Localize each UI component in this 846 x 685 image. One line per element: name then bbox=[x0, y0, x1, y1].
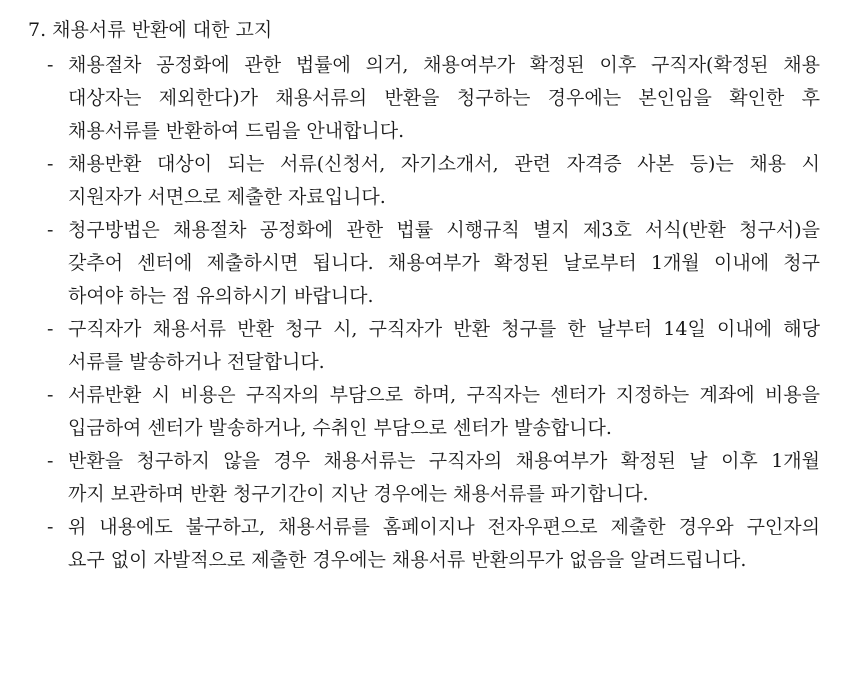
bullet-dash: - bbox=[47, 450, 54, 472]
bullet-dash: - bbox=[47, 318, 54, 340]
paragraph-line: 채용반환 대상이 되는 서류(신청서, 자기소개서, 관련 자격증 사본 등)는 채용 시 bbox=[68, 153, 820, 175]
paragraph-line: 입금하여 센터가 발송하거나, 수취인 부담으로 센터가 발송합니다. bbox=[68, 417, 612, 439]
bullet-dash: - bbox=[47, 516, 54, 538]
paragraph-line: 대상자는 제외한다)가 채용서류의 반환을 청구하는 경우에는 본인임을 확인한 후 bbox=[68, 87, 820, 109]
list-item bbox=[0, 49, 846, 148]
paragraph-line: 청구방법은 채용절차 공정화에 관한 법률 시행규칙 별지 제3호 서식(반환 청구서)을 bbox=[68, 219, 820, 241]
list-item bbox=[0, 445, 846, 511]
paragraph-line: 요구 없이 자발적으로 제출한 경우에는 채용서류 반환의무가 없음을 알려드립니다. bbox=[68, 549, 747, 571]
paragraph-line: 반환을 청구하지 않을 경우 채용서류는 구직자의 채용여부가 확정된 날 이후 1개월 bbox=[68, 450, 820, 472]
paragraph-line: 지원자가 서면으로 제출한 자료입니다. bbox=[68, 186, 386, 208]
list-item bbox=[0, 313, 846, 379]
section-title: 7. 채용서류 반환에 대한 고지 bbox=[28, 19, 273, 41]
paragraph-line: 채용서류를 반환하여 드림을 안내합니다. bbox=[68, 120, 405, 142]
bullet-dash: - bbox=[47, 54, 54, 76]
paragraph-line: 서류반환 시 비용은 구직자의 부담으로 하며, 구직자는 센터가 지정하는 계좌에 비용을 bbox=[68, 384, 820, 406]
paragraph-line: 구직자가 채용서류 반환 청구 시, 구직자가 반환 청구를 한 날부터 14일 이내에 해당 bbox=[68, 318, 820, 340]
paragraph-line: 위 내용에도 불구하고, 채용서류를 홈페이지나 전자우편으로 제출한 경우와 구인자의 bbox=[68, 516, 820, 538]
list-item bbox=[0, 511, 846, 577]
list-item bbox=[0, 379, 846, 445]
notice-list bbox=[0, 49, 846, 577]
list-item bbox=[0, 148, 846, 214]
list-item bbox=[0, 214, 846, 313]
paragraph-line: 채용절차 공정화에 관한 법률에 의거, 채용여부가 확정된 이후 구직자(확정된 채용 bbox=[68, 54, 820, 76]
paragraph-line: 하여야 하는 점 유의하시기 바랍니다. bbox=[68, 285, 374, 307]
bullet-dash: - bbox=[47, 153, 54, 175]
bullet-dash: - bbox=[47, 219, 54, 241]
bullet-dash: - bbox=[47, 384, 54, 406]
paragraph-line: 까지 보관하며 반환 청구기간이 지난 경우에는 채용서류를 파기합니다. bbox=[68, 483, 649, 505]
paragraph-line: 서류를 발송하거나 전달합니다. bbox=[68, 351, 325, 373]
paragraph-line: 갖추어 센터에 제출하시면 됩니다. 채용여부가 확정된 날로부터 1개월 이내에 청구 bbox=[68, 252, 820, 274]
